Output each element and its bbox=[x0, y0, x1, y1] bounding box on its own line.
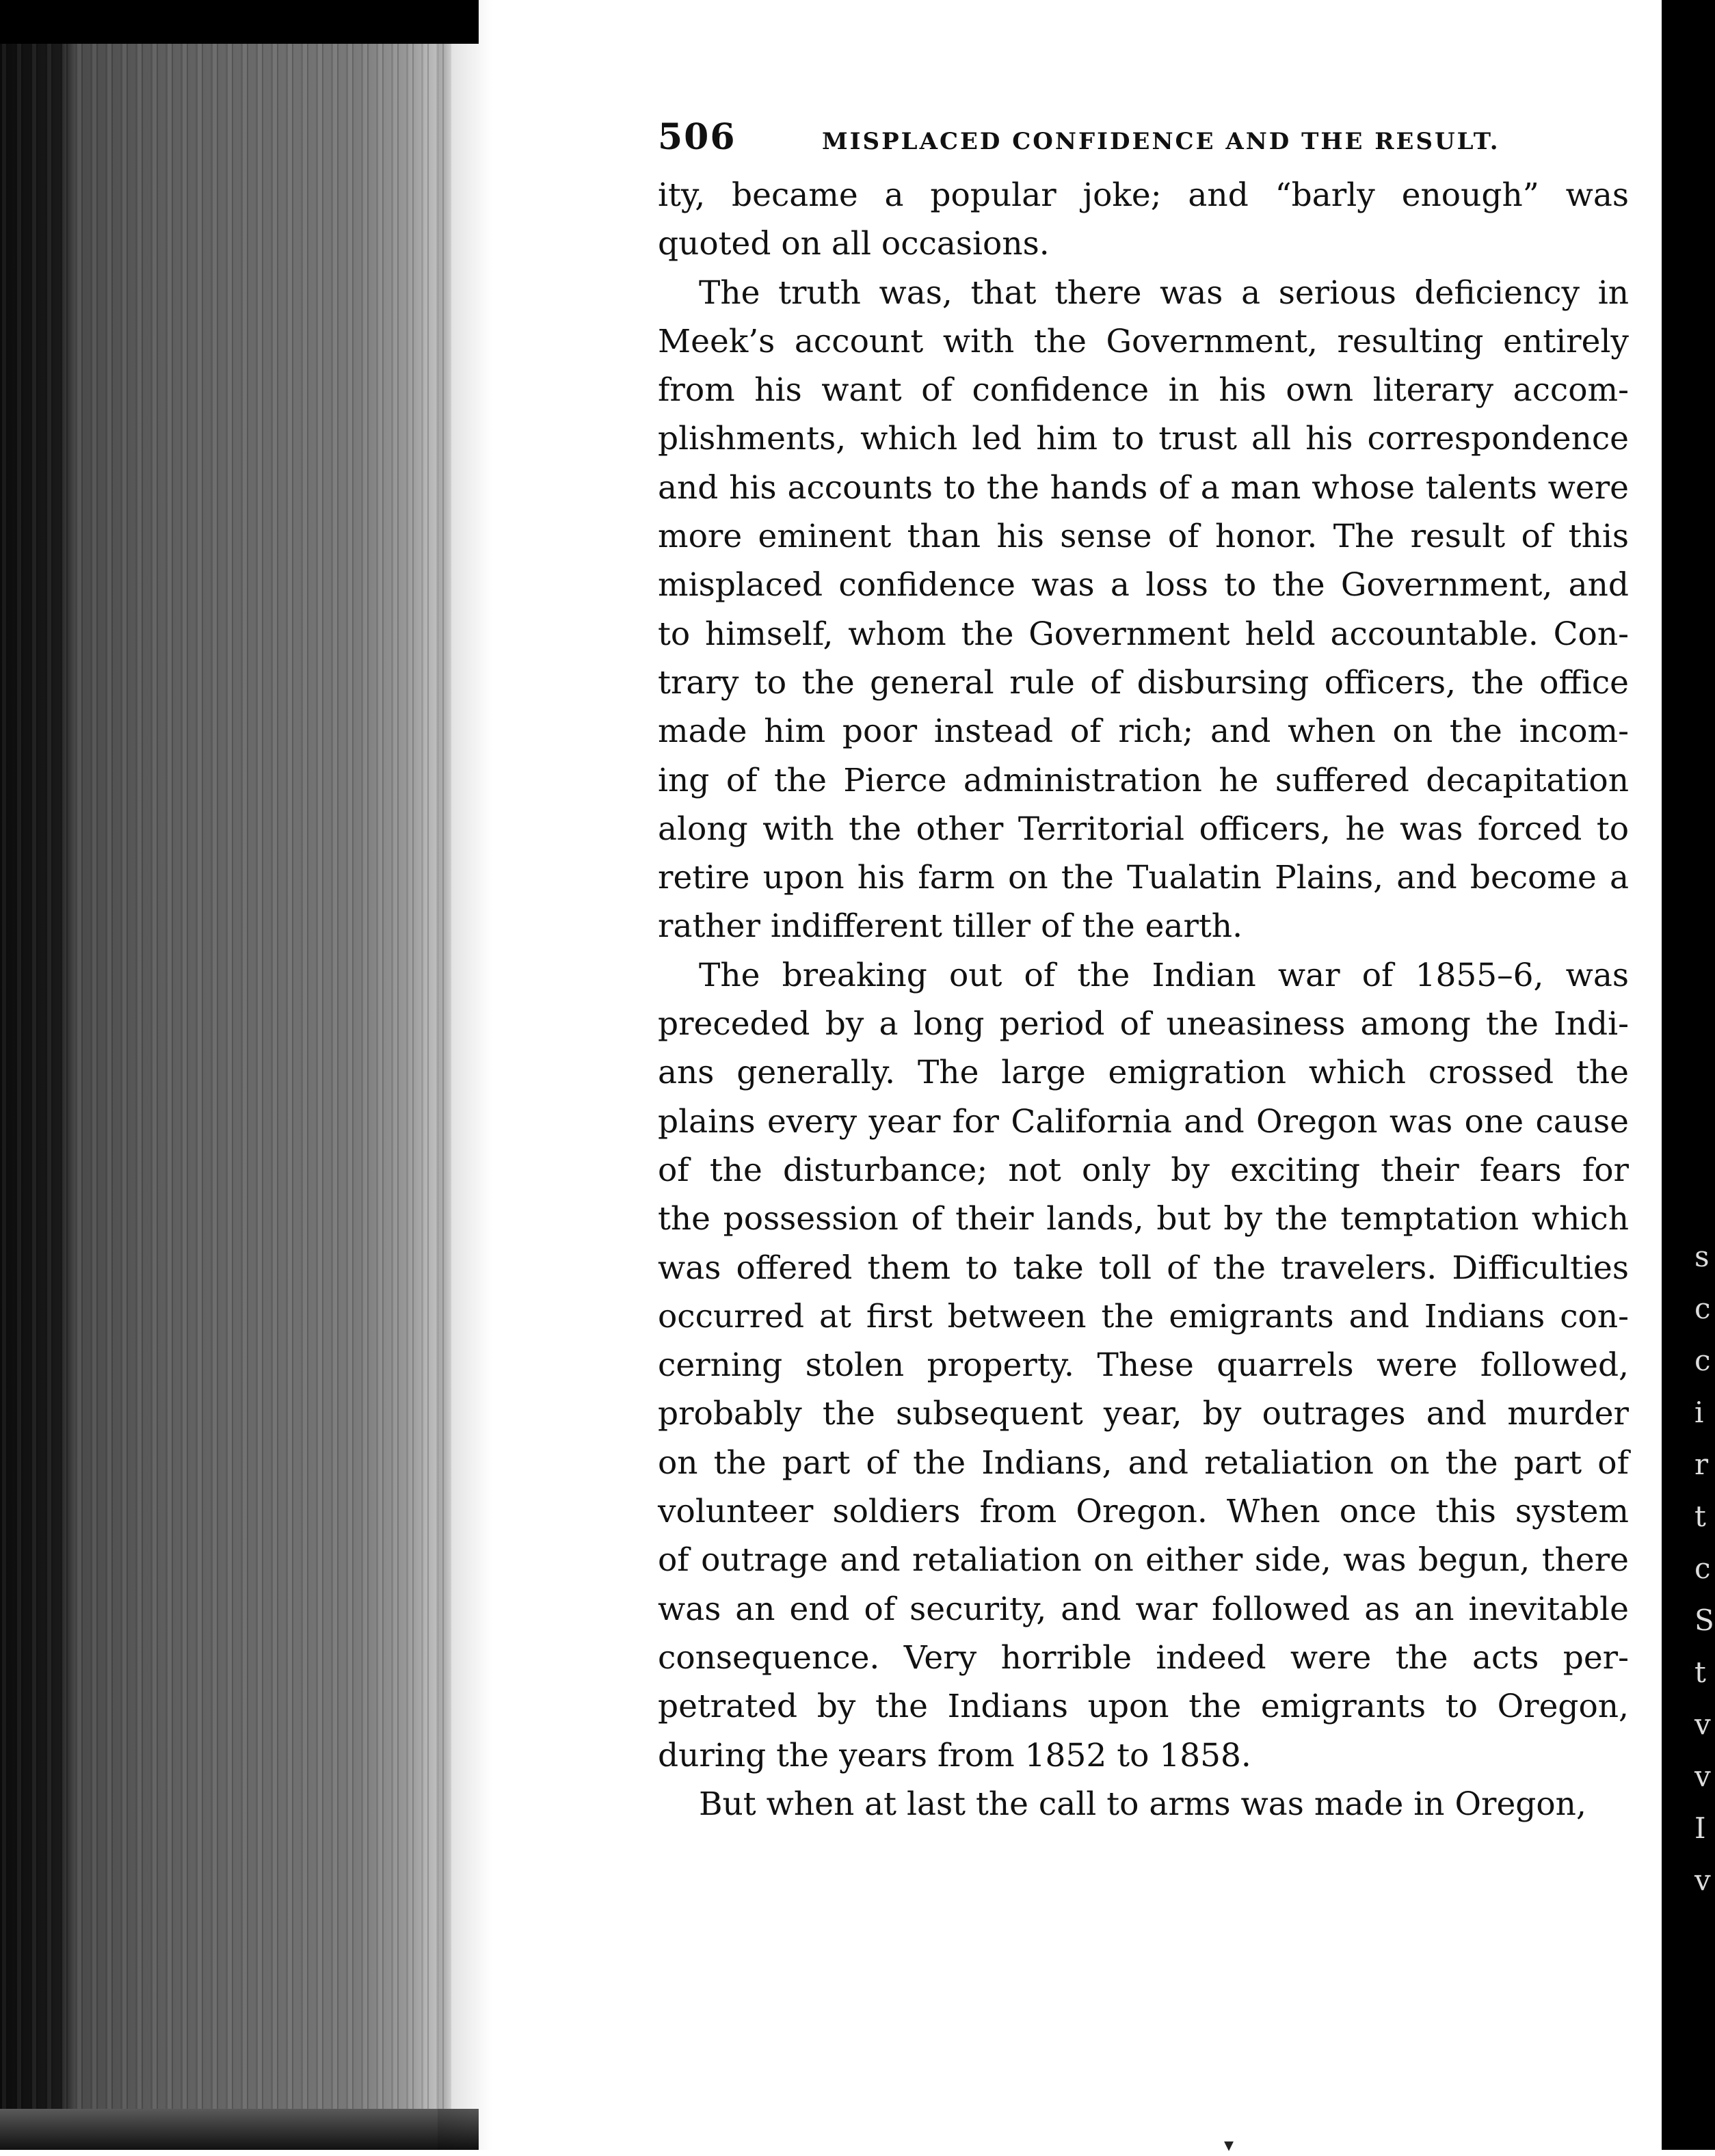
next-page-letter: c bbox=[1694, 1292, 1711, 1325]
text-line: of the disturbance; not only by exciting their fears for bbox=[658, 1151, 1629, 1189]
text-line: on the part of the Indians, and retaliation on the part of bbox=[658, 1443, 1629, 1482]
text-line: probably the subsequent year, by outrages and murder bbox=[658, 1395, 1629, 1433]
text-line: misplaced confidence was a loss to the Government, and bbox=[658, 566, 1629, 604]
scan-border-bottom bbox=[0, 2109, 479, 2150]
scan-border-top bbox=[0, 0, 479, 44]
text-line: more eminent than his sense of honor. The result of this bbox=[658, 518, 1629, 556]
text-line: ity, became a popular joke; and “barly enough” was bbox=[658, 176, 1629, 214]
text-line: The truth was, that there was a serious deficiency in bbox=[699, 274, 1629, 312]
next-page-letter: I bbox=[1694, 1811, 1706, 1845]
text-line: the possession of their lands, but by the temptation which bbox=[658, 1200, 1629, 1238]
text-line: from his want of confidence in his own literary accom- bbox=[658, 371, 1629, 410]
next-page-letter: s bbox=[1694, 1240, 1710, 1273]
next-page-letter: v bbox=[1694, 1707, 1711, 1741]
running-head bbox=[658, 116, 1629, 171]
text-line: rather indifferent tiller of the earth. bbox=[658, 907, 1243, 946]
text-line: made him poor instead of rich; and when on the incom- bbox=[658, 713, 1629, 751]
text-line: of outrage and retaliation on either side, was begun, there bbox=[658, 1541, 1629, 1580]
book-page bbox=[658, 116, 1629, 1828]
next-page-letter: t bbox=[1694, 1500, 1706, 1533]
book-fore-edge bbox=[0, 0, 451, 2150]
text-line: ans generally. The large emigration which crossed the bbox=[658, 1054, 1629, 1092]
text-line: plains every year for California and Oregon was one cause bbox=[658, 1102, 1629, 1141]
text-line: preceded by a long period of uneasiness among the Indi- bbox=[658, 1005, 1629, 1043]
gutter-shadow bbox=[438, 0, 492, 2150]
text-line: during the years from 1852 to 1858. bbox=[658, 1736, 1251, 1774]
text-line: consequence. Very horrible indeed were the acts per- bbox=[658, 1638, 1629, 1677]
next-page-letter: r bbox=[1694, 1448, 1709, 1481]
text-line: and his accounts to the hands of a man whose talents were bbox=[658, 468, 1629, 507]
text-line: along with the other Territorial officers, he was forced to bbox=[658, 810, 1629, 848]
scan-artifact: ▾ bbox=[1224, 2133, 1234, 2156]
text-line: to himself, whom the Government held accountable. Con- bbox=[658, 615, 1629, 653]
text-line: retire upon his farm on the Tualatin Plains, and become a bbox=[658, 859, 1629, 897]
text-line: ing of the Pierce administration he suffered decapitation bbox=[658, 761, 1629, 799]
next-page-letter: v bbox=[1694, 1759, 1711, 1793]
text-line: occurred at first between the emigrants and Indians con- bbox=[658, 1297, 1629, 1335]
text-line: But when at last the call to arms was made in Oregon, bbox=[699, 1785, 1586, 1823]
text-line: The breaking out of the Indian war of 1855–6, was bbox=[699, 956, 1629, 994]
text-line: petrated by the Indians upon the emigrants to Oregon, bbox=[658, 1688, 1629, 1726]
paragraph bbox=[658, 171, 1629, 269]
text-line: was an end of security, and war followed as an inevitable bbox=[658, 1590, 1629, 1628]
text-line: Meek’s account with the Government, resulting entirely bbox=[658, 322, 1629, 360]
next-page-letter: c bbox=[1694, 1344, 1711, 1377]
text-line: plishments, which led him to trust all his correspondence bbox=[658, 420, 1629, 458]
running-title: MISPLACED CONFIDENCE AND THE RESULT. bbox=[822, 128, 1500, 155]
text-line: cerning stolen property. These quarrels were followed, bbox=[658, 1346, 1629, 1385]
next-page-letter: i bbox=[1694, 1396, 1704, 1429]
next-page-fragments bbox=[1694, 1231, 1715, 1906]
paragraph bbox=[658, 269, 1629, 951]
next-page-letter: v bbox=[1694, 1863, 1711, 1897]
next-page-letter: S bbox=[1694, 1603, 1714, 1637]
text-line: was offered them to take toll of the travelers. Difficulties bbox=[658, 1249, 1629, 1287]
page-number: 506 bbox=[658, 116, 736, 158]
text-line: quoted on all occasions. bbox=[658, 225, 1050, 263]
next-page-letter: t bbox=[1694, 1655, 1706, 1689]
text-line: volunteer soldiers from Oregon. When once this system bbox=[658, 1493, 1629, 1531]
next-page-letter: c bbox=[1694, 1552, 1711, 1585]
text-line: trary to the general rule of disbursing officers, the office bbox=[658, 663, 1629, 702]
paragraph bbox=[658, 1780, 1629, 1828]
body-text bbox=[658, 171, 1629, 1828]
paragraph bbox=[658, 951, 1629, 1780]
